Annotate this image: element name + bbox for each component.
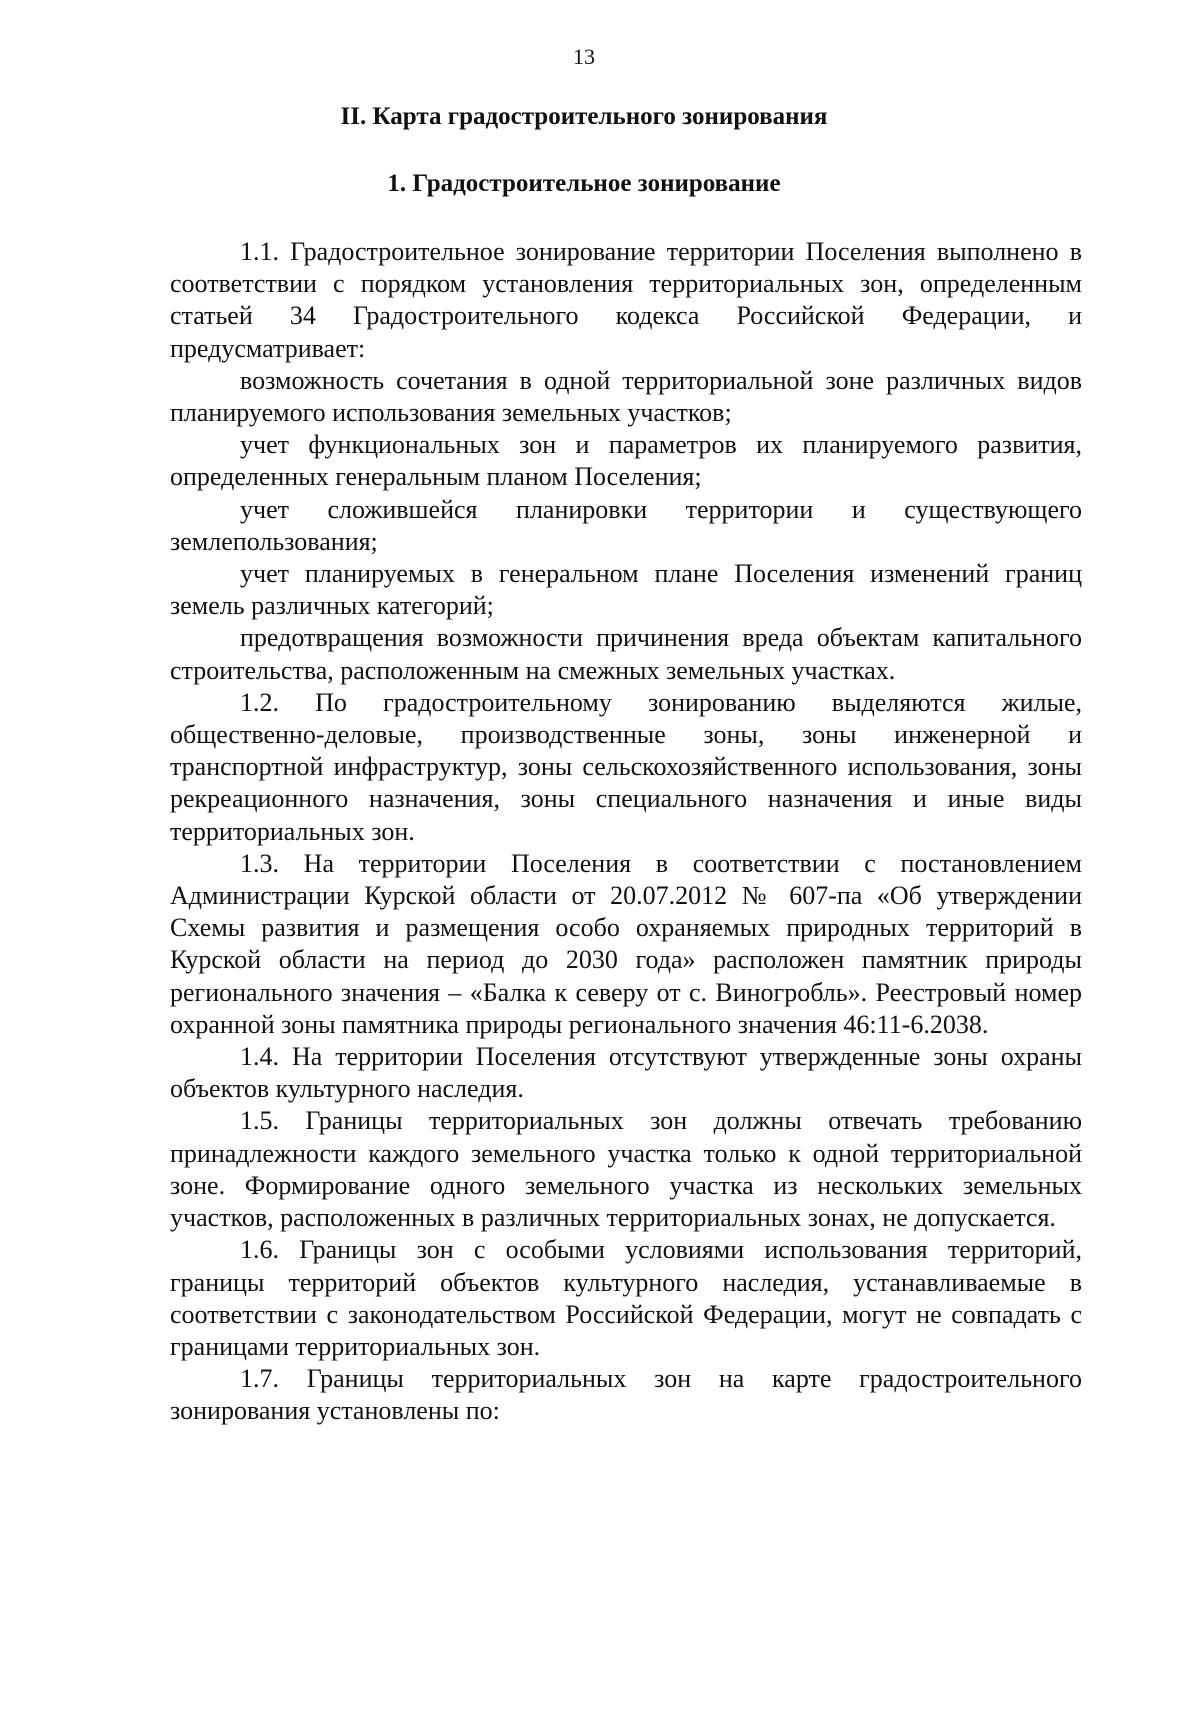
paragraph-item-land-categories: учет планируемых в генеральном плане Поселения изменений границ земель различных категорий; xyxy=(170,559,1082,621)
paragraph-item-harm-prevention: предотвращения возможности причинения вреда объектам капитального строительства, расположенным на смежных земельных участках. xyxy=(170,623,1082,685)
paragraph-item-existing-layout: учет сложившейся планировки территории и существующего землепользования; xyxy=(170,494,1082,556)
paragraph-1-7: 1.7. Границы территориальных зон на карте градостроительного зонирования установлены по: xyxy=(170,1364,1082,1426)
paragraph-1-3: 1.3. На территории Поселения в соответствии с постановлением Администрации Курской области от 20.07.2012 № 607-па «Об утверждении Схемы развития и размещения особо охраняемых природных территорий в Курской области на период до 2030 года» расположен памятник природы регионального значения – «Балка к северу от с. Виногробль». Реестровый номер охранной зоны памятника природы регионального значения 46:11-6.2038. xyxy=(170,848,1082,1039)
paragraph-item-functional-zones: учет функциональных зон и параметров их планируемого развития, определенных генеральным планом Поселения; xyxy=(170,430,1082,492)
paragraph-1-4: 1.4. На территории Поселения отсутствуют утвержденные зоны охраны объектов культурного наследия. xyxy=(170,1042,1082,1104)
paragraph-1-6: 1.6. Границы зон с особыми условиями использования территорий, границы территорий объектов культурного наследия, устанавливаемые в соответствии с законодательством Российской Федерации, могут не совпадать с границами территориальных зон. xyxy=(170,1235,1082,1361)
subsection-title: 1. Градостроительное зонирование xyxy=(387,170,781,197)
body-text xyxy=(170,236,1082,1428)
section-title: II. Карта градостроительного зонирования xyxy=(340,103,828,130)
page-number: 13 xyxy=(573,44,595,69)
paragraph-item-combination: возможность сочетания в одной территориальной зоне различных видов планируемого использования земельных участков; xyxy=(170,365,1082,428)
paragraph-1-5: 1.5. Границы территориальных зон должны отвечать требованию принадлежности каждого земельного участка только к одной территориальной зоне. Формирование одного земельного участка из нескольких земельных участков, расположенных в различных территориальных зонах, не допускается. xyxy=(170,1106,1082,1233)
paragraph-1-1: 1.1. Градостроительное зонирование территории Поселения выполнено в соответствии с порядком установления территориальных зон, определенным статьей 34 Градостроительного кодекса Российской Федерации, и предусматривает: xyxy=(170,237,1082,363)
paragraph-1-2: 1.2. По градостроительному зонированию выделяются жилые, общественно-деловые, производственные зоны, зоны инженерной и транспортной инфраструктур, зоны сельскохозяйственного использования, зоны рекреационного назначения, зоны специального назначения и иные виды территориальных зон. xyxy=(170,687,1082,846)
